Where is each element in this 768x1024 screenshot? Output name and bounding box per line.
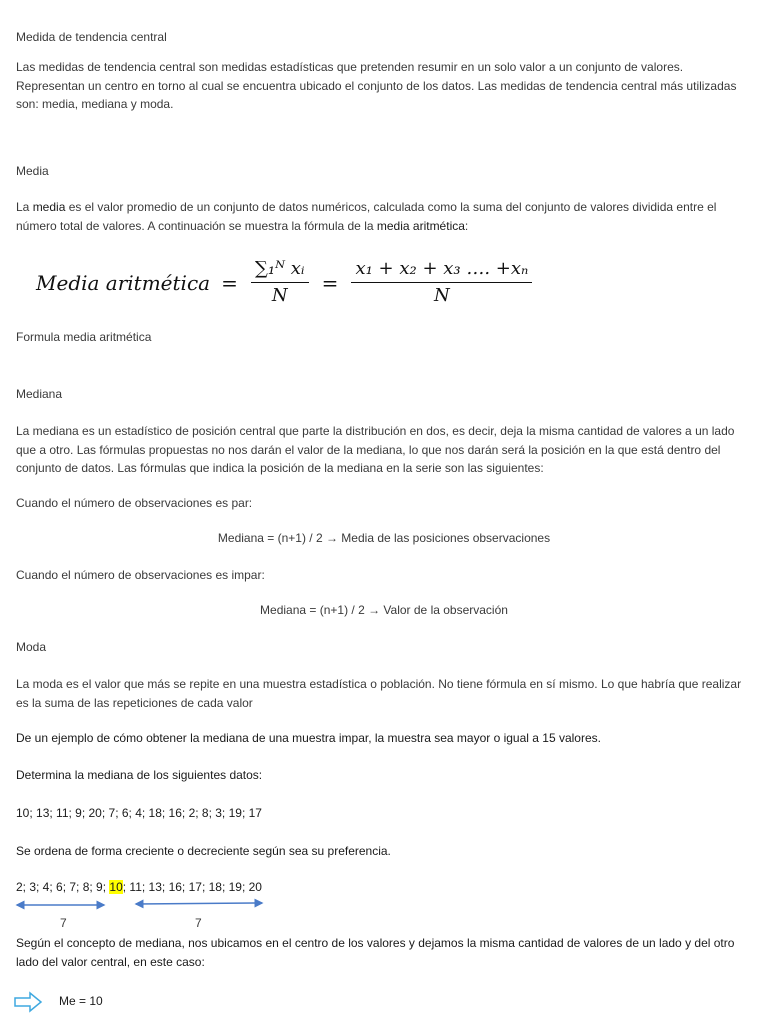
sorted-median-value: 10 [109,880,123,894]
mediana-impar-label: Cuando el número de observaciones es impar: [16,568,265,582]
formula-sum-denominator: N [271,285,288,306]
formula-expanded-denominator: N [434,285,450,306]
count-arrows [0,898,768,912]
exercise-result: Me = 10 [59,994,103,1008]
left-count-label: 7 [60,916,67,930]
exercise-order-note: Se ordena de forma creciente o decreciente según sea su preferencia. [16,844,391,858]
formula-label: Media aritmética [36,270,211,295]
paragraph-tendencia-central: Las medidas de tendencia central son medidas estadísticas que pretenden resumir en un solo valor a un conjunto de valores. Representan un centro en torno al cual se encuentra ubicado el conjunto de los datos. Las medidas de tendencia central más utilizadas son: media, mediana y moda. [16,60,737,111]
media-text-suffix: : [464,218,469,233]
sorted-right-values: ; 11; 13; 16; 17; 18; 19; 20 [122,880,262,894]
formula-fraction-sum [251,258,308,307]
mediana-par-formula: Mediana = (n+1) / 2 → Media de las posiciones observaciones [217,531,551,545]
formula-equals-1: = [221,270,238,295]
media-aritmetica-term: media aritmética [376,218,465,233]
formula-fraction-expanded [351,258,532,307]
formula-sum-numerator: ∑₁ᴺ xᵢ [251,258,308,283]
right-count-label: 7 [195,916,202,930]
sorted-left-values: 2; 3; 4; 6; 7; 8; 9; [16,880,110,894]
media-text-mid: es el valor promedio de un conjunto de datos numéricos, calculada como la suma del conjunto de valores dividida entre el número total de valores. A continuación se muestra la fórmula de la [16,200,717,233]
paragraph-mediana: La mediana es un estadístico de posición central que parte la distribución en dos, es decir, deja la misma cantidad de valores a un lado que a otro. Las fórmulas propuestas no nos darán el valor de la mediana, lo que nos darán será la posición en la que está dentro del conjunto de datos. Las fórmulas que indica la posición de la mediana en la serie son las siguientes: [16,424,735,475]
media-text-prefix: La [16,200,33,214]
mediana-impar-formula: Mediana = (n+1) / 2 → Valor de la observación [260,603,508,617]
exercise-instruction: Determina la mediana de los siguientes datos: [16,768,263,782]
exercise-data-raw: 10; 13; 11; 9; 20; 7; 6; 4; 18; 16; 2; 8; 3; 19; 17 [16,806,262,820]
formula-caption: Formula media aritmética [16,330,152,344]
heading-moda: Moda [16,640,47,654]
heading-tendencia-central: Medida de tendencia central [16,30,167,44]
media-term: media [32,200,66,214]
heading-media: Media [16,164,49,178]
mediana-par-label: Cuando el número de observaciones es par: [16,496,253,510]
formula-equals-2: = [321,270,339,295]
heading-mediana: Mediana [16,387,63,401]
paragraph-moda: La moda es el valor que más se repite en una muestra estadística o población. No tiene fórmula en sí mismo. Lo que habría que realizar es la suma de las repeticiones de cada valor [16,677,742,710]
right-count-arrow [136,903,262,904]
exercise-sorted-data [16,878,262,896]
right-arrow-icon [14,992,44,1012]
exercise-explanation: Según el concepto de mediana, nos ubicamos en el centro de los valores y dejamos la misma cantidad de valores de un lado y del otro lado del valor central, en este caso: [16,936,735,969]
exercise-prompt: De un ejemplo de cómo obtener la mediana de una muestra impar, la muestra sea mayor o igual a 15 valores. [16,731,601,745]
formula-expanded-numerator: x₁ + x₂ + x₃ …. +xₙ [351,258,532,283]
formula-media-aritmetica [36,258,534,318]
paragraph-media [16,198,754,235]
